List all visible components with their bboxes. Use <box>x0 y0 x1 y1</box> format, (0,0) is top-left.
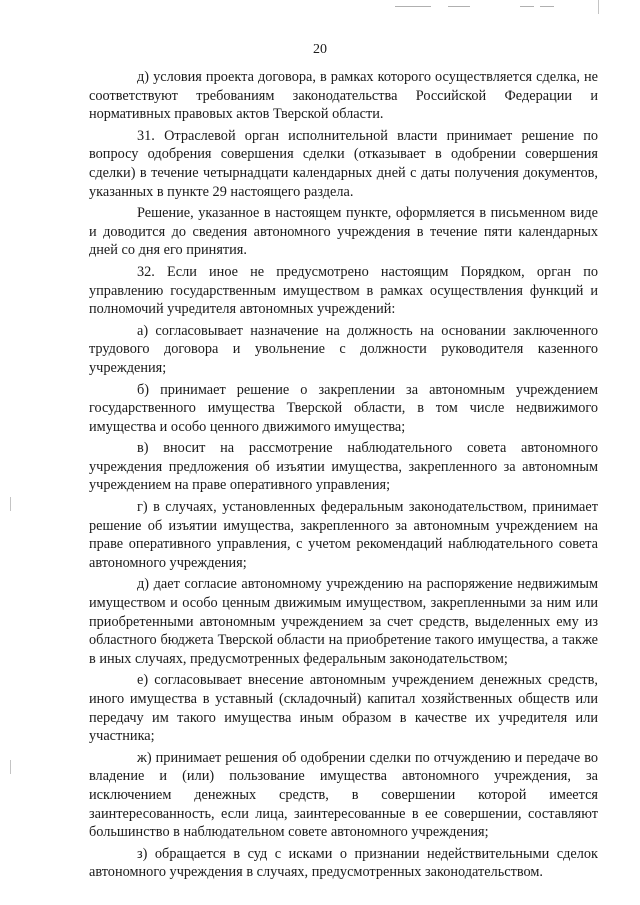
page-number: 20 <box>313 42 327 57</box>
list-item-z: з) обращается в суд с исками о признании недействительными сделок автономного учреждения в случаях, предусмотренных законодательством. <box>89 845 598 881</box>
paragraph-decision-form: Решение, указанное в настоящем пункте, оформляется в письменном виде и доводится до сведения автономного учреждения в течение пяти календарных дней со дня его принятия. <box>89 205 598 259</box>
list-item-d: д) дает согласие автономному учреждению на распоряжение недвижимым имуществом и особо ценным движимым имуществом, закрепленными за ним или приобретенными автономным учреждением за счет средств, выделенных ему из областного бюджета Тверской области на приобретение такого имущества, а также в иных случаях, предусмотренных федеральным законодательством; <box>89 576 598 667</box>
document-body <box>89 68 598 885</box>
paragraph-condition-d: д) условия проекта договора, в рамках которого осуществляется сделка, не соответствуют требованиям законодательства Российской Федерации и нормативных правовых актов Тверской области. <box>89 69 598 123</box>
paragraph-32: 32. Если иное не предусмотрено настоящим Порядком, орган по управлению государственным имуществом в рамках осуществления функций и полномочий учредителя автономных учреждений: <box>89 263 598 318</box>
list-item-b: б) принимает решение о закреплении за автономным учреждением государственного имущества Тверской области, в том числе недвижимого имущества и особо ценного движимого имущества; <box>89 381 598 435</box>
list-item-e: е) согласовывает внесение автономным учреждением денежных средств, иного имущества в уставный (складочный) капитал хозяйственных обществ или передачу им такого имущества иным образом в качестве их учредителя или участника; <box>89 672 598 745</box>
list-item-g: г) в случаях, установленных федеральным законодательством, принимает решение об изъятии имущества, закрепленного за автономным учреждением на праве оперативного управления, с учетом рекомендаций наблюдательного совета автономного учреждения; <box>89 499 598 571</box>
list-item-zh: ж) принимает решения об одобрении сделки по отчуждению и передаче во владение и (или) пользование имущества автономного учреждения, за исключением денежных средств, в совершении которой имеется заинтересованность, если лица, заинтересованные в ее совершении, составляют большинство в наблюдательном совете автономного учреждения; <box>89 749 598 841</box>
list-item-a: а) согласовывает назначение на должность на основании заключенного трудового договора и увольнение с должности руководителя казенного учреждения; <box>89 322 598 376</box>
paragraph-31: 31. Отраслевой орган исполнительной власти принимает решение по вопросу одобрения совершения сделки (отказывает в одобрении совершения сделки) в течение четырнадцати календарных дней с даты получения документов, указанных в пункте 29 настоящего раздела. <box>89 127 598 200</box>
list-item-v: в) вносит на рассмотрение наблюдательного совета автономного учреждения предложения об изъятии имущества, закрепленного за автономным учреждением на праве оперативного управления; <box>89 440 598 494</box>
